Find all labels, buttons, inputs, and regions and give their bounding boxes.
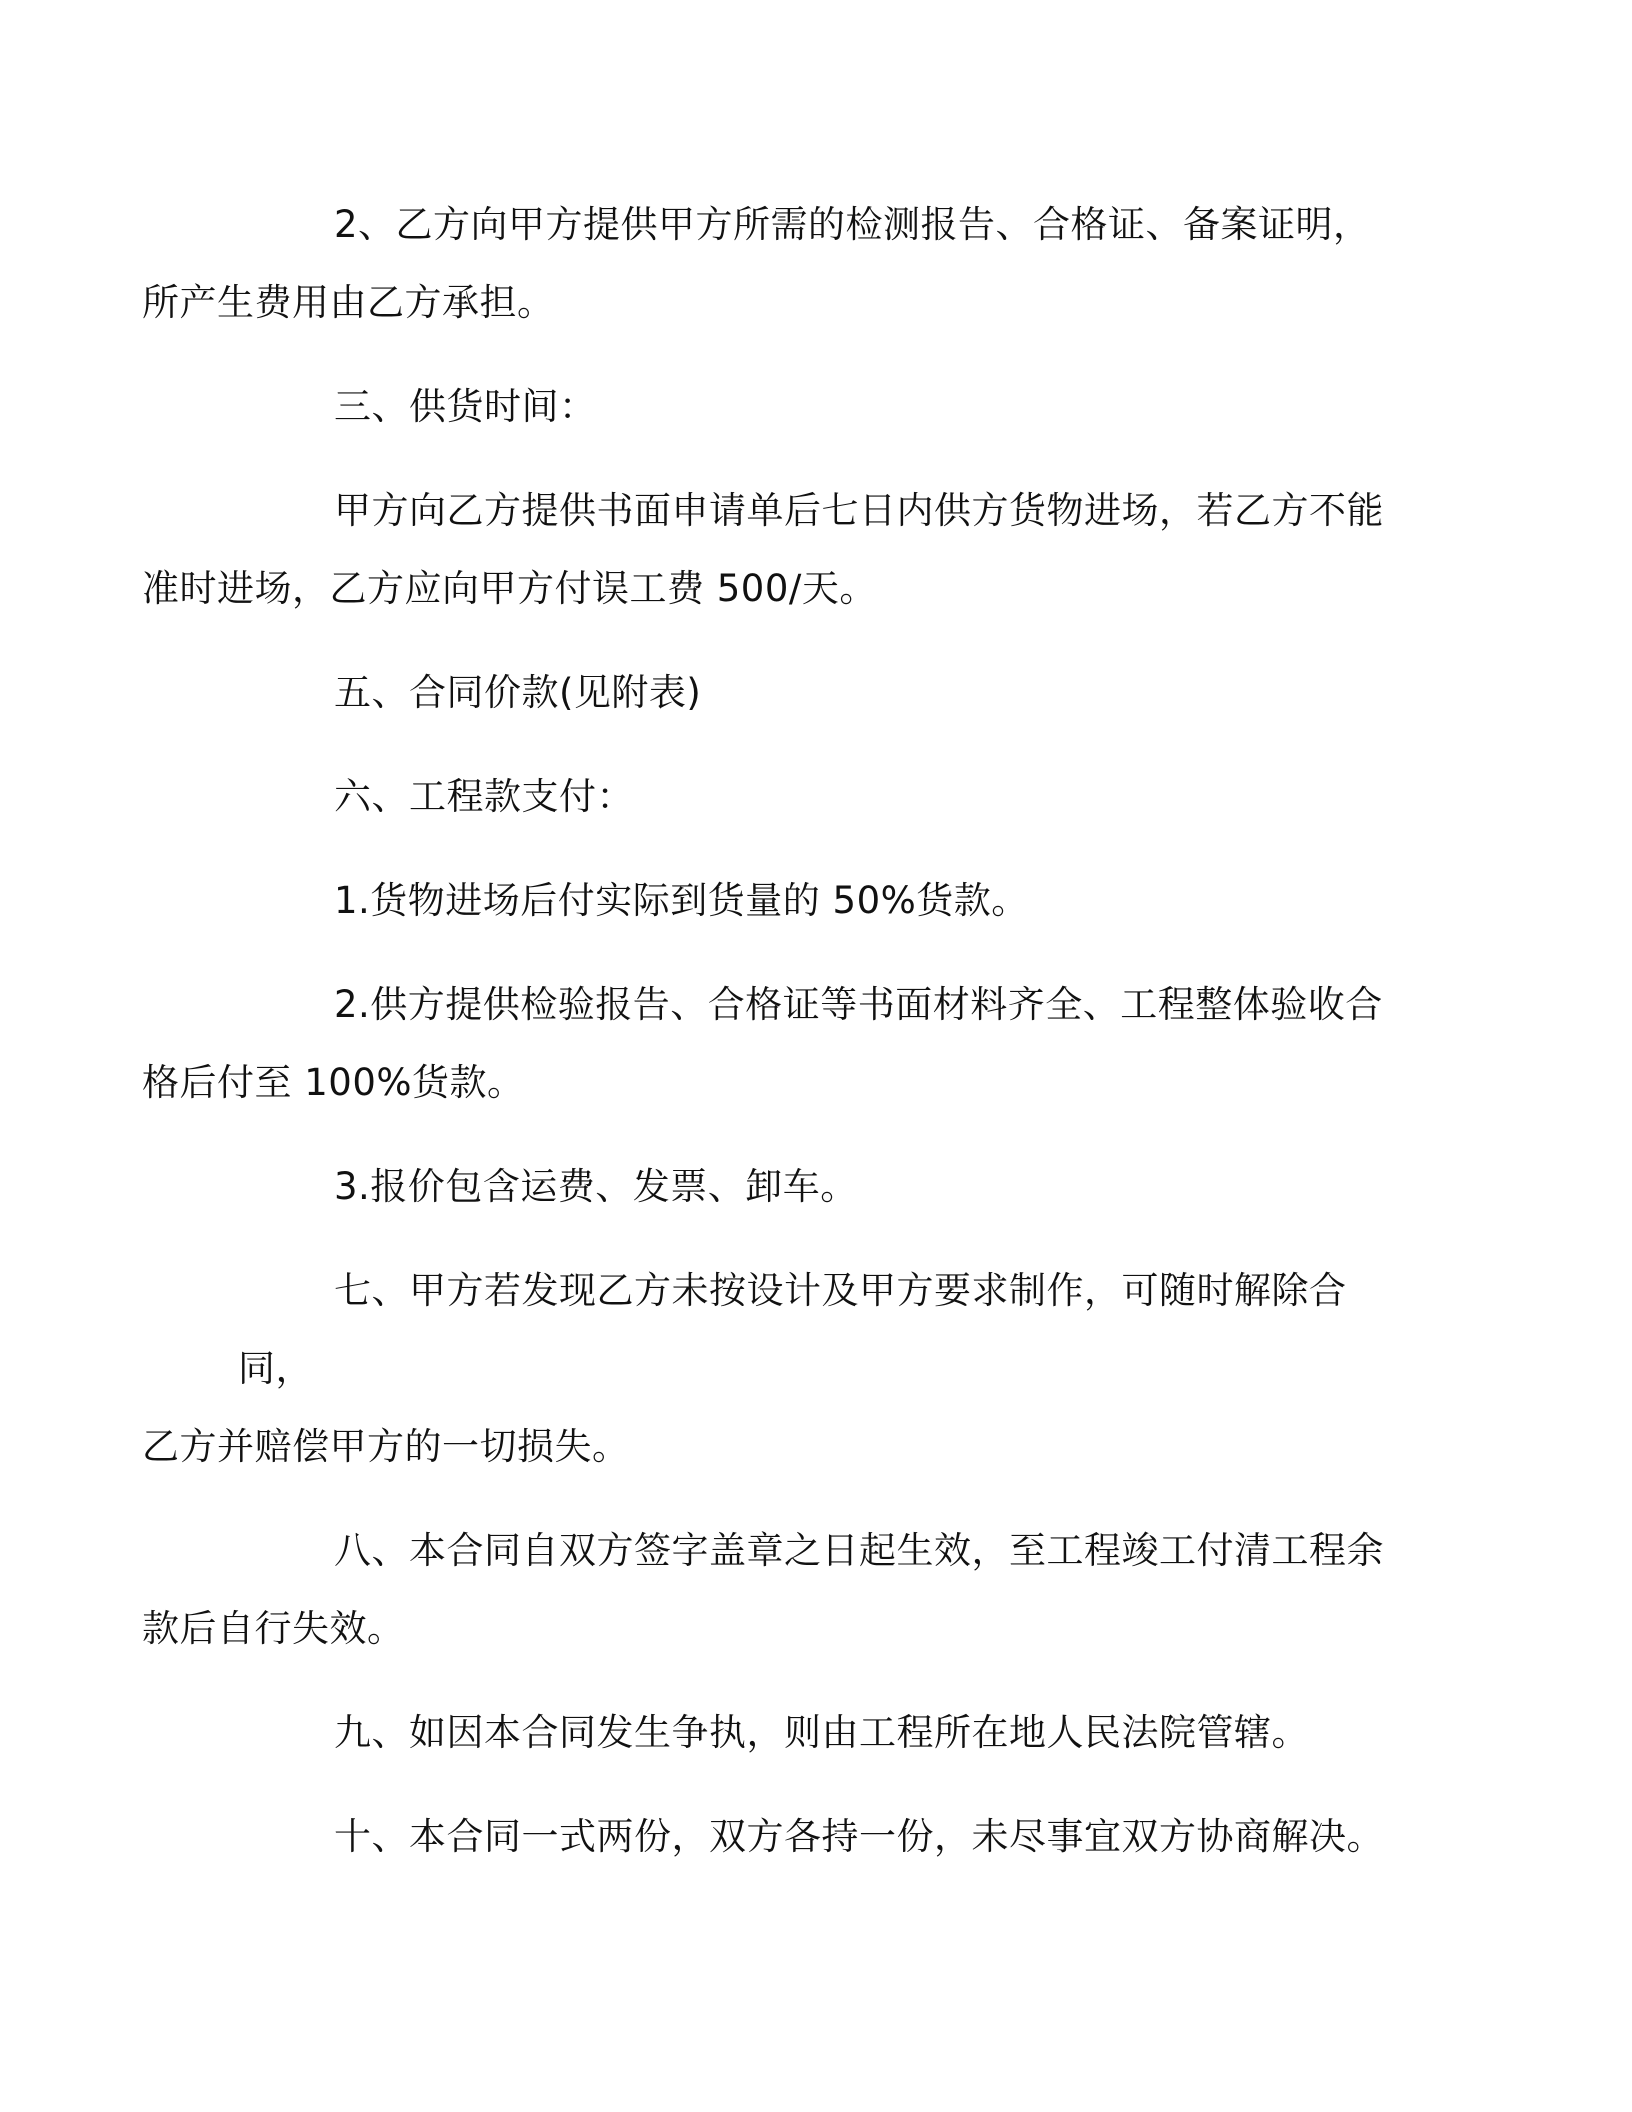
- paragraph-line: 2、乙方向甲方提供甲方所需的检测报告、合格证、备案证明，: [334, 203, 1371, 246]
- paragraph-delivery-terms: [142, 472, 1398, 628]
- paragraph-dispute: [238, 1694, 1398, 1772]
- heading-delivery-time: [238, 368, 1398, 446]
- paragraph-line: 五、合同价款(见附表): [334, 671, 702, 714]
- paragraph-line: 九、如因本合同发生争执，则由工程所在地人民法院管辖。: [334, 1711, 1309, 1754]
- paragraph-line: 款后自行失效。: [142, 1607, 405, 1650]
- paragraph-line: 1.货物进场后付实际到货量的 50%货款。: [334, 879, 1029, 922]
- paragraph-line: 甲方向乙方提供书面申请单后七日内供方货物进场，若乙方不能: [334, 489, 1384, 532]
- paragraph-line: 准时进场，乙方应向甲方付误工费 500/天。: [142, 567, 877, 610]
- paragraph-payment-2: [142, 966, 1398, 1122]
- paragraph-line: 十、本合同一式两份，双方各持一份，未尽事宜双方协商解决。: [334, 1815, 1384, 1858]
- paragraph-line: 2.供方提供检验报告、合格证等书面材料齐全、工程整体验收合: [334, 983, 1383, 1026]
- paragraph-test-report: [142, 186, 1398, 342]
- paragraph-line: 所产生费用由乙方承担。: [142, 281, 555, 324]
- paragraph-line: 六、工程款支付：: [334, 775, 634, 818]
- paragraph-line: 乙方并赔偿甲方的一切损失。: [142, 1425, 630, 1468]
- paragraph-line: 3.报价包含运费、发票、卸车。: [334, 1165, 858, 1208]
- paragraph-line: 格后付至 100%货款。: [142, 1061, 525, 1104]
- heading-contract-price: [238, 654, 1398, 732]
- paragraph-payment-1: [238, 862, 1398, 940]
- paragraph-payment-3: [238, 1148, 1398, 1226]
- paragraph-termination: [142, 1252, 1398, 1486]
- paragraph-line: 七、甲方若发现乙方未按设计及甲方要求制作，可随时解除合同，: [238, 1269, 1347, 1390]
- heading-payment: [238, 758, 1398, 836]
- paragraph-line: 八、本合同自双方签字盖章之日起生效，至工程竣工付清工程余: [334, 1529, 1384, 1572]
- paragraph-effective: [142, 1512, 1398, 1668]
- paragraph-line: 三、供货时间：: [334, 385, 597, 428]
- paragraph-copies: [238, 1798, 1398, 1876]
- document-body: [142, 186, 1398, 1902]
